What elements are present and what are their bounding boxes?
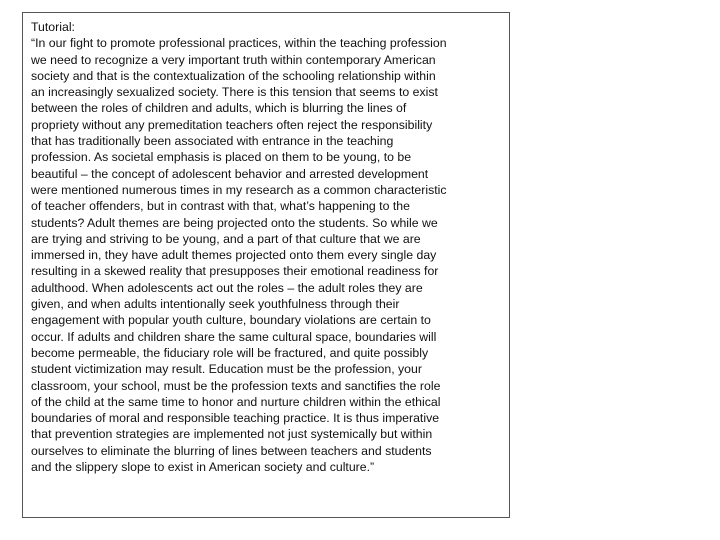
text-line: students? Adult themes are being projected onto the students. So while we	[31, 215, 438, 230]
text-line: “In our fight to promote professional practices, within the teaching profession	[31, 36, 447, 51]
text-line: occur. If adults and children share the same cultural space, boundaries will	[31, 329, 437, 344]
text-line: boundaries of moral and responsible teaching practice. It is thus imperative	[31, 411, 440, 426]
text-line: become permeable, the fiduciary role will be fractured, and quite possibly	[31, 345, 429, 360]
text-line: between the roles of children and adults, which is blurring the lines of	[31, 101, 407, 116]
text-line: are trying and striving to be young, and a part of that culture that we are	[31, 231, 421, 246]
text-line: propriety without any premeditation teachers often reject the responsibility	[31, 117, 433, 132]
text-line: an increasingly sexualized society. There is this tension that seems to exist	[31, 85, 438, 100]
text-line: adulthood. When adolescents act out the roles – the adult roles they are	[31, 280, 423, 295]
text-line: classroom, your school, must be the profession texts and sanctifies the role	[31, 378, 441, 393]
text-line: resulting in a skewed reality that presupposes their emotional readiness for	[31, 264, 439, 279]
quote-body	[31, 35, 507, 475]
text-line: of teacher offenders, but in contrast with that, what’s happening to the	[31, 199, 410, 214]
tutorial-heading: Tutorial:	[31, 20, 75, 34]
text-line: of the child at the same time to honor and nurture children within the ethical	[31, 394, 441, 409]
text-line: profession. As societal emphasis is placed on them to be young, to be	[31, 150, 412, 165]
text-line: that prevention strategies are implemented not just systemically but within	[31, 427, 433, 442]
text-box	[31, 19, 507, 475]
text-line: ourselves to eliminate the blurring of lines between teachers and students	[31, 443, 432, 458]
text-line: engagement with popular youth culture, boundary violations are certain to	[31, 313, 431, 328]
text-line: society and that is the contextualization of the schooling relationship within	[31, 68, 436, 83]
slide-frame	[22, 12, 510, 518]
text-line: and the slippery slope to exist in American society and culture.”	[31, 460, 375, 475]
text-line: beautiful – the concept of adolescent behavior and arrested development	[31, 166, 429, 181]
text-line: that has traditionally been associated with entrance in the teaching	[31, 134, 394, 149]
text-line: were mentioned numerous times in my research as a common characteristic	[31, 182, 447, 197]
text-line: student victimization may result. Education must be the profession, your	[31, 362, 422, 377]
text-line: we need to recognize a very important truth within contemporary American	[31, 52, 436, 67]
text-line: given, and when adults intentionally seek youthfulness through their	[31, 297, 400, 312]
text-line: immersed in, they have adult themes projected onto them every single day	[31, 248, 437, 263]
